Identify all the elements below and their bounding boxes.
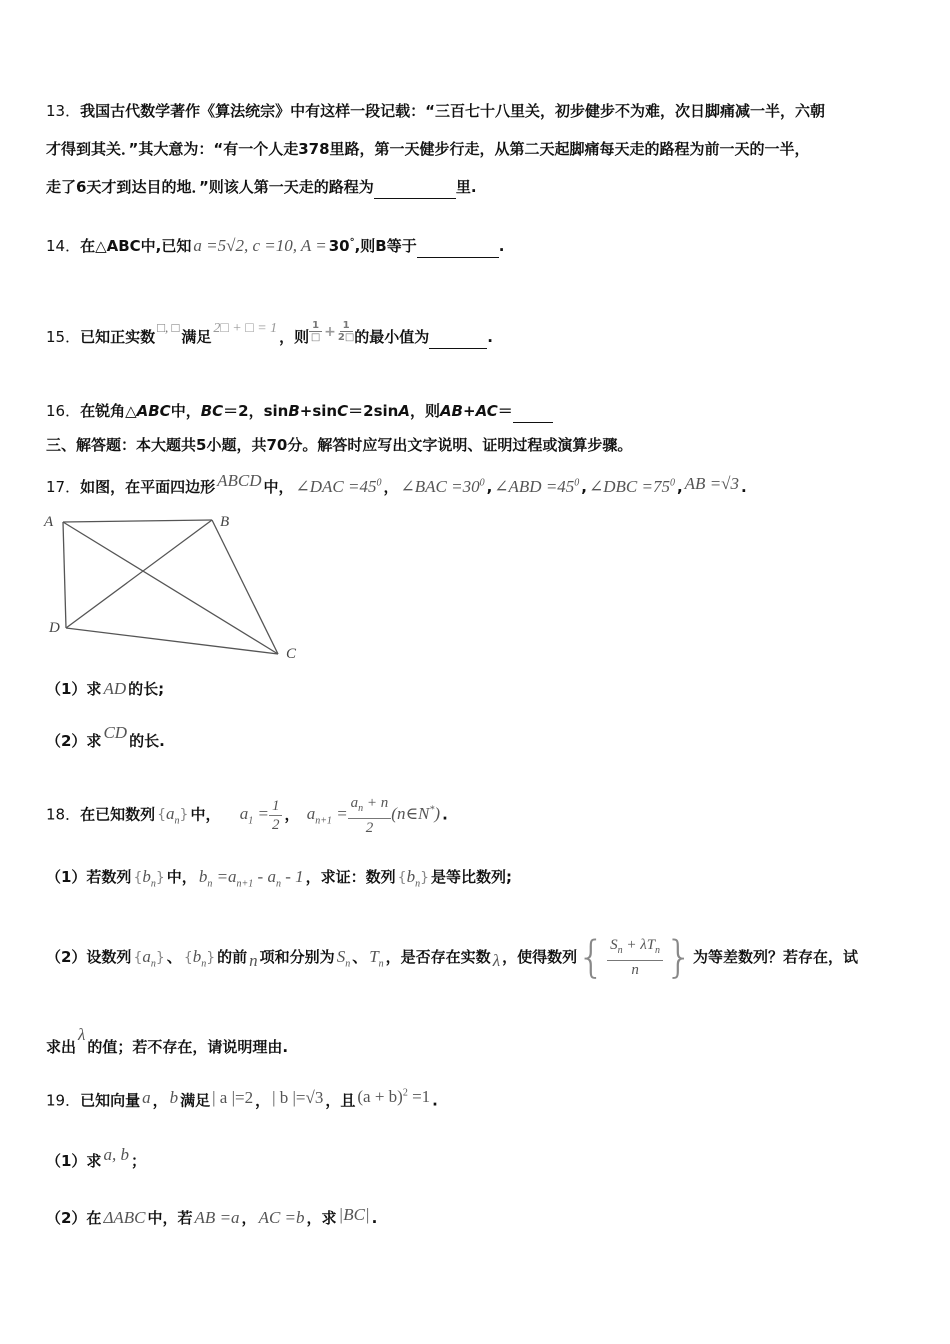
diagonal-bd <box>66 520 212 628</box>
q18-seq: $\{a_n\}$ <box>157 804 189 827</box>
q13-text-line2: 才得到其关．”其大意为：“有一个人走378里路，第一天健步行走，从第二天起脚痛每天走的路程为前一天的一半， <box>46 140 810 158</box>
q17-quad: ABCD <box>217 471 262 490</box>
q19-sub2-ab: AB =a <box>194 1208 240 1227</box>
q18-sub2-s: $S_n$ <box>336 947 351 970</box>
q16-answer-blank[interactable] <box>513 400 553 423</box>
q14-degree: ° <box>349 237 355 248</box>
q14-number: 14． <box>46 237 81 255</box>
q17-angle2: ∠BAC $=30^0$ <box>400 477 485 496</box>
q18-sub1-seq: $\{b_n\}$ <box>133 867 165 890</box>
q13-text-line1: 我国古代数学著作《算法统宗》中有这样一段记载：“三百七十八里关，初步健步不为难，次日脚痛减一半，六朝 <box>80 102 825 120</box>
section3-heading: 三、解答题：本大题共5小题，共70分。解答时应写出文字说明、证明过程或演算步骤。 <box>46 436 633 454</box>
q19-sub2-triangle: ΔABC <box>103 1208 146 1227</box>
q17-sub1-math: AD <box>103 679 127 698</box>
q17-angle4: ∠DBC $=75^0$ <box>589 477 675 496</box>
q14-answer-blank[interactable] <box>417 235 499 258</box>
q15-expression: $\frac{1}{□}$ + $\frac{1}{2□}$ <box>310 320 355 343</box>
label-c: C <box>286 646 297 662</box>
q15-end: . <box>487 328 493 346</box>
q13-number: 13． <box>46 102 81 120</box>
q18-recurrence-frac: $\frac{a_n + n}{2}$ <box>348 794 392 837</box>
q13-line1 <box>46 100 910 122</box>
q18-recurrence: $a_{n+1}$ = $\frac{a_n + n}{2}$ (n∈N*) <box>306 795 441 836</box>
q14-math: a =5√2, c =10, A = <box>193 236 327 255</box>
q14-end: . <box>498 237 505 255</box>
edge-ab <box>63 520 212 522</box>
q13-line3 <box>46 176 910 199</box>
q13-answer-blank[interactable] <box>374 176 456 199</box>
q18-a1: $a_1$ = $\frac{1}{2}$ <box>240 804 283 823</box>
q18-sub2-lambda: λ <box>492 951 501 970</box>
q18-sub2-t: $T_n$ <box>369 947 384 970</box>
q17-line: 17．如图，在平面四边形 ABCD 中， ∠DAC $=45^0$ ， ∠BAC $=30^0$ , ∠ABD $=45^0$ , ∠DBC $=75^0$ , AB =√3 . <box>46 471 747 496</box>
q15-condition: 2□ + □ = 1 <box>213 321 278 336</box>
q19-norm-a: | a |=2 <box>212 1087 254 1107</box>
q18-number: 18． <box>46 805 81 824</box>
q15-frac2: $\frac{1}{2□}$ <box>337 320 355 343</box>
q18-sub1-def: $b_n =a_{n+1} - a_n - 1$ <box>198 867 304 890</box>
q13-text-line3-end: 里. <box>455 178 477 196</box>
label-b: B <box>220 514 230 530</box>
quadrilateral-diagram <box>40 508 310 668</box>
q15-text3: ，则 <box>279 328 310 346</box>
q19-sub2-ac: AC =b <box>258 1208 305 1227</box>
q15-number: 15． <box>46 328 81 346</box>
q17-figure <box>40 508 310 672</box>
q17-sub2: （2）求 CD 的长. <box>46 723 165 750</box>
q16-number: 16． <box>46 402 81 420</box>
q17-sub1: （1）求 AD 的长; <box>46 679 165 698</box>
q17-ab: AB =√3 <box>684 474 739 493</box>
q15-text1: 已知正实数 <box>80 328 156 346</box>
edge-cd <box>66 628 278 654</box>
q18-sub2-line2: 求出λ的值；若不存在，请说明理由. <box>46 1025 289 1056</box>
q13-text-line3: 走了6天才到达目的地．”则该人第一天走的路程为 <box>46 178 374 196</box>
q18-a1-frac: $\frac{1}{2}$ <box>269 797 283 834</box>
q18-sub2-frac: $\frac{S_n + \lambda T_n}{n}$ <box>607 936 663 979</box>
q18-sub1-seq2: $\{b_n\}$ <box>397 867 429 890</box>
q19-sub1: （1）求 a, b ； <box>46 1145 146 1170</box>
q14-text: 在△ABC中,已知 <box>80 237 192 255</box>
q19-sub1-math: a, b <box>103 1145 129 1164</box>
q14-line <box>46 232 910 258</box>
q15-vars: □, □ <box>157 320 180 335</box>
q17-number: 17． <box>46 478 81 496</box>
q15-text2: 满足 <box>181 328 212 346</box>
q14-value: 30 <box>328 237 350 255</box>
q15-line <box>46 318 910 349</box>
label-a: A <box>44 514 54 530</box>
q19-number: 19． <box>46 1091 81 1110</box>
label-d: D <box>49 620 60 636</box>
edge-da <box>63 522 66 628</box>
q15-text4: 的最小值为 <box>354 328 430 346</box>
q17-angle3: ∠ABD $=45^0$ <box>494 477 580 496</box>
q18-line: 18．在已知数列 $\{a_n\}$ 中， $a_1$ = $\frac{1}{2}$ ， $a_{n+1}$ = $\frac{a_n + n}{2}$ (n∈N*) . <box>46 795 448 836</box>
q19-sub2-bc: |BC| <box>338 1205 370 1224</box>
q19-expr: $(a + b)^2 =1$ <box>357 1086 431 1106</box>
q19-line: 19．已知向量 a ， b 满足 | a |=2 ， | b |=√3 ，且 $(a + b)^2 =1$ . <box>46 1086 438 1110</box>
q14-text-after: ,则B等于 <box>354 237 417 255</box>
q15-answer-blank[interactable] <box>429 326 487 349</box>
q15-frac1: $\frac{1}{□}$ <box>310 320 321 343</box>
q18-sub2-seq-a: $\{a_n\}$ <box>133 947 165 970</box>
q18-sub1: （1）若数列 $\{b_n\}$ 中， $b_n =a_{n+1} - a_n - 1$ ，求证：数列 $\{b_n\}$ 是等比数列; <box>46 867 512 890</box>
q16-line: 16．在锐角△ABC中，BC＝2，sinB+sinC＝2sinA，则AB+AC＝ <box>46 400 910 423</box>
q13-line2 <box>46 138 910 160</box>
q18-sub2: （2）设数列 $\{a_n\}$ 、 $\{b_n\}$ 的前 n 项和分别为 $S_n$ 、 $T_n$ ，是否存在实数 λ ，使得数列{ $\frac{S_n + \lambda T_n}{n}$ }为等差数列？若存在，试 <box>46 931 859 983</box>
q19-norm-b: | b |=√3 <box>272 1087 324 1107</box>
q17-angle1: ∠DAC $=45^0$ <box>295 477 382 496</box>
q17-sub2-math: CD <box>103 723 128 742</box>
q19-sub2: （2）在 ΔABC 中，若 AB =a ， AC =b ，求 |BC| . <box>46 1205 378 1227</box>
q18-sub2-seq-b: $\{b_n\}$ <box>183 947 216 970</box>
